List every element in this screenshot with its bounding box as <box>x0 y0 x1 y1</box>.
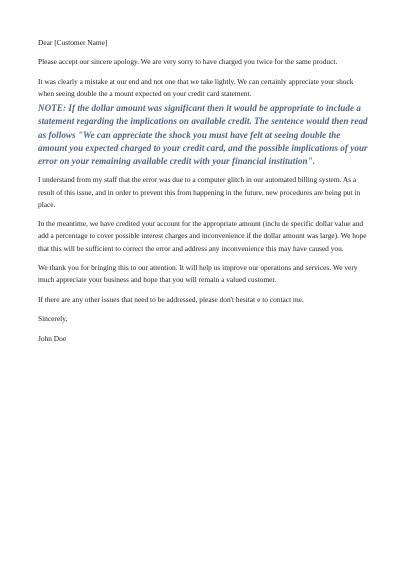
editor-note: NOTE: If the dollar amount was significant then it would be appropriate to include a statement regarding the implications on available credit. The sentence would then read as follows "We can appreciate the shock you must have felt at seeing double the amount you expected charged to your credit card, and the possible implications of your error on your remaining available credit with your financial institution". <box>38 103 368 166</box>
paragraph-credit: In the meantime, we have credited your account for the appropriate amount (inclu de specific dollar value and add a percentage to cover possible interest charges and inconvenience if the dollar amount was large). We hope that this will be sufficient to correct the error and address any inconvenience this may have caused you. <box>38 219 367 253</box>
paragraph-contact: If there are any other issues that need to be addressed, please don't hesitat e to contact me. <box>38 294 304 304</box>
letter-page <box>38 37 368 345</box>
letter-closing: Sincerely, <box>38 313 68 323</box>
letter-greeting: Dear [Customer Name] <box>38 38 108 47</box>
paragraph-thanks: We thank you for bringing this to our attention. It will help us improve our operations and services. We very much appreciate your business and hope that you will remain a valued customer. <box>38 262 358 285</box>
paragraph-cause: I understand from my staff that the error was due to a computer glitch in our automated billing system. As a result of this issue, and in order to prevent this from happening in the future, new procedures are being put in place. <box>38 175 361 209</box>
paragraph-mistake: It was clearly a mistake at our end and not one that we take lightly. We can certainly appreciate your shock when seeing double the a mount expected on your credit card statement. <box>38 76 354 98</box>
letter-signature: John Doe <box>38 334 67 344</box>
paragraph-apology: Please accept our sincere apology. We are very sorry to have charged you twice for the same product. <box>38 57 338 67</box>
